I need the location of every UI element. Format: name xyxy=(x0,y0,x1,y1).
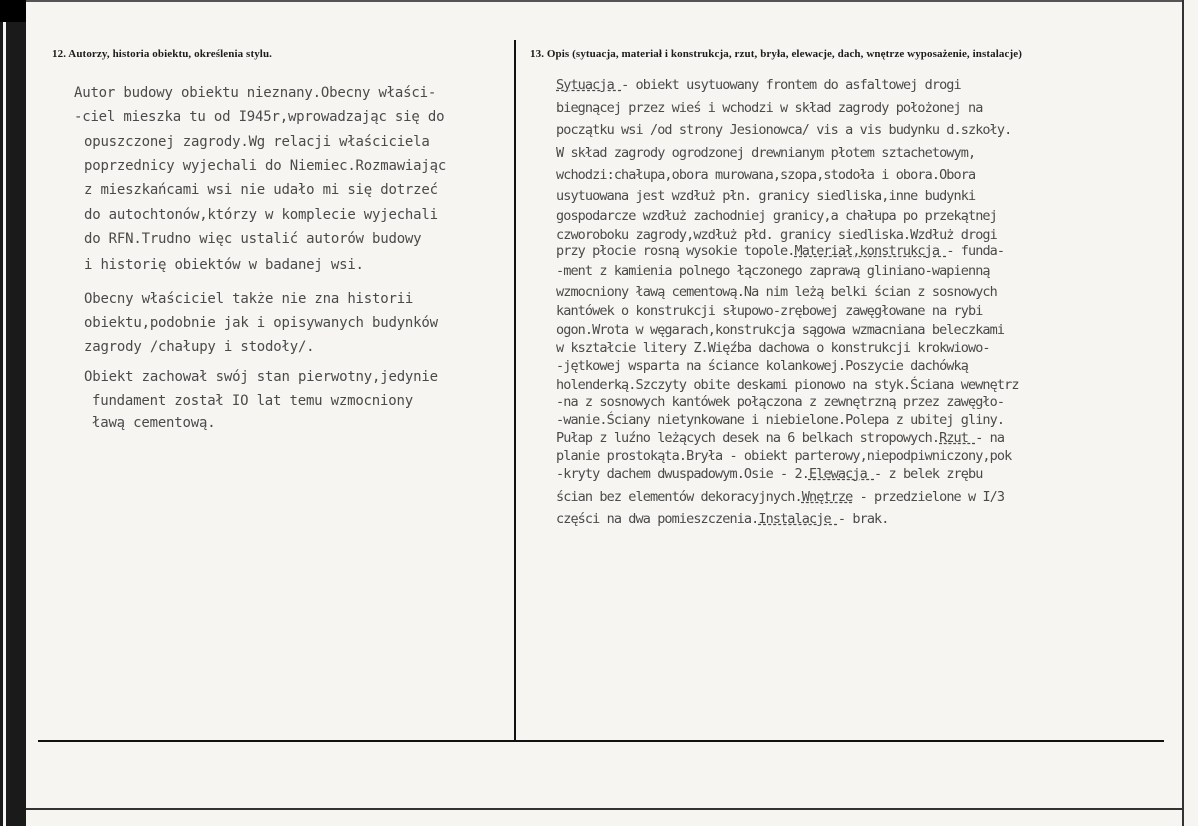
line-text: - przedzielone w I/3 xyxy=(852,489,1005,505)
line-text: czworoboku zagrody,wzdłuż płd. granicy siedliska.Wzdłuż drogi xyxy=(556,227,997,243)
section-13-line xyxy=(556,190,975,204)
section-bottom-rule xyxy=(38,740,1164,742)
line-text: przy płocie rosną wysokie topole. xyxy=(556,243,795,259)
line-text: biegnącej przez wieś i wchodzi w skład zagrody położonej na xyxy=(556,100,983,116)
subheading-term: Rzut xyxy=(939,430,976,446)
section-13-number: 13. Opis xyxy=(530,48,570,60)
line-text: usytuowana jest wzdłuż płn. granicy siedliska,inne budynki xyxy=(556,188,976,204)
line-text: ścian bez elementów dekoracyjnych. xyxy=(556,489,802,505)
section-13-line xyxy=(556,245,1004,259)
section-13-line xyxy=(556,468,982,482)
section-13-line xyxy=(556,360,968,374)
section-12-line: fundament został IO lat temu wzmocniony xyxy=(92,393,413,409)
section-12-line: -ciel mieszka tu od I945r,wprowadzając się do xyxy=(74,109,445,125)
frame-top-line xyxy=(26,0,1182,2)
line-text: holenderką.Szczyty obite deskami pionowo na styk.Ściana wewnętrz xyxy=(556,377,1019,393)
line-text: wchodzi:chałupa,obora murowana,szopa,stodoła i obora.Obora xyxy=(556,167,976,183)
line-text: - na xyxy=(975,430,1005,446)
line-text: - funda- xyxy=(946,243,1005,259)
line-text: kantówek o konstrukcji słupowo-zrębowej zawęgłowane na rybi xyxy=(556,303,983,319)
section-12-header: 12. Autorzy, historia obiektu, określenia stylu. xyxy=(52,48,273,60)
section-13-line xyxy=(556,79,961,93)
section-12-line: zagrody /chałupy i stodoły/. xyxy=(84,339,315,355)
line-text: -na z sosnowych kantówek połączona z zewnętrzną przez zawęgło- xyxy=(556,394,1005,410)
section-12-line: Autor budowy obiektu nieznany.Obecny właści- xyxy=(74,85,437,101)
section-13-line xyxy=(556,379,1019,393)
section-12-line: poprzednicy wyjechali do Niemiec.Rozmawiając xyxy=(84,158,447,174)
section-12-line: z mieszkańcami wsi nie udało mi się dotrzeć xyxy=(84,182,438,198)
subheading-term: Elewacja xyxy=(808,466,875,482)
line-text: gospodarcze wzdłuż zachodniej granicy,a chałupa po przekątnej xyxy=(556,208,997,224)
section-13-subtitle: (sytuacja, materiał i konstrukcja, rzut, bryła, elewacje, dach, wnętrze wyposażenie, instalacje) xyxy=(572,48,1022,60)
section-13-line xyxy=(556,324,1004,338)
section-12-line: obiektu,podobnie jak i opisywanych budynków xyxy=(84,315,438,331)
line-text: ogon.Wrota w węgarach,konstrukcja sągowa wzmacniana beleczkami xyxy=(556,322,1005,338)
section-12-line: ławą cementową. xyxy=(92,415,216,431)
line-text: - obiekt usytuowany frontem do asfaltowej drogi xyxy=(621,77,961,93)
frame-bottom-line xyxy=(26,808,1182,810)
section-13-line xyxy=(556,450,1011,464)
section-13-line xyxy=(556,396,1004,410)
section-13-line xyxy=(556,491,1004,505)
section-13-line xyxy=(556,169,975,183)
section-13-line xyxy=(556,229,997,243)
line-text: w kształcie litery Z.Więźba dachowa o konstrukcji krokwiowo- xyxy=(556,340,990,356)
section-12-line: i historię obiektów w badanej wsi. xyxy=(84,257,364,273)
line-text: - z belek zrębu xyxy=(874,466,983,482)
section-13-line xyxy=(556,513,889,527)
section-13-line xyxy=(556,432,1004,446)
subheading-term: Wnętrze xyxy=(801,489,853,505)
section-13-line xyxy=(556,286,997,300)
subheading-term: Sytuacja xyxy=(556,77,622,93)
section-12-line: do RFN.Trudno więc ustalić autorów budowy xyxy=(84,231,422,247)
section-12-line: opuszczonej zagrody.Wg relacji właściciela xyxy=(84,134,430,150)
subheading-term: Materiał,konstrukcja xyxy=(794,243,947,259)
corner-mark xyxy=(0,0,26,22)
line-text: Pułap z luźno leżących desek na 6 belkach stropowych. xyxy=(556,430,940,446)
line-text: -kryty dachem dwuspadowym.Osie - 2. xyxy=(556,466,809,482)
column-divider xyxy=(514,40,516,740)
section-12-line: do autochtonów,którzy w komplecie wyjechali xyxy=(84,207,438,223)
frame-right-line xyxy=(1182,0,1184,826)
section-13-line xyxy=(556,210,997,224)
left-binding-stripe xyxy=(3,0,6,826)
section-13-header xyxy=(530,48,1022,60)
line-text: -ment z kamienia polnego łączonego zaprawą gliniano-wapienną xyxy=(556,263,990,279)
section-13-line xyxy=(556,305,982,319)
line-text: - brak. xyxy=(837,511,889,527)
section-12-line: Obiekt zachował swój stan pierwotny,jedynie xyxy=(84,369,438,385)
section-13-line xyxy=(556,147,975,161)
line-text: -wanie.Ściany nietynkowane i niebielone.Polepa z ubitej gliny. xyxy=(556,412,1005,428)
section-12-line: Obecny właściciel także nie zna historii xyxy=(84,291,414,307)
line-text: wzmocniony ławą cementową.Na nim leżą belki ścian z sosnowych xyxy=(556,284,997,300)
section-13-line xyxy=(556,342,990,356)
section-13-line xyxy=(556,265,990,279)
section-13-line xyxy=(556,414,1004,428)
section-13-line xyxy=(556,102,982,116)
section-13-line xyxy=(556,124,1011,138)
line-text: W skład zagrody ogrodzonej drewnianym płotem sztachetowym, xyxy=(556,145,976,161)
line-text: części na dwa pomieszczenia. xyxy=(556,511,759,527)
line-text: -jętkowej wsparta na ściance kolankowej.Poszycie dachówką xyxy=(556,358,968,374)
subheading-term: Instalacje xyxy=(758,511,838,527)
line-text: początku wsi /od strony Jesionowca/ vis a vis budynku d.szkoły. xyxy=(556,122,1012,138)
line-text: planie prostokąta.Bryła - obiekt parterowy,niepodpiwniczony,pok xyxy=(556,448,1012,464)
